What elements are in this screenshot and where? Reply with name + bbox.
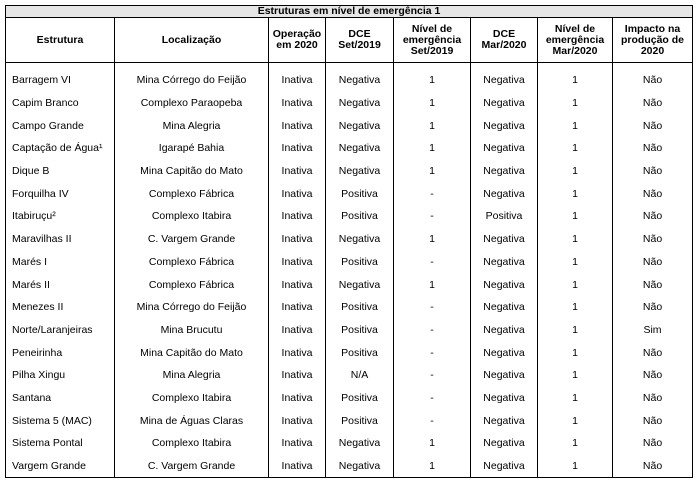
table-cell: Positiva (326, 296, 394, 319)
column-header: DCE Mar/2020 (471, 18, 538, 63)
table-cell: Inativa (269, 69, 326, 92)
table-cell: 1 (538, 296, 613, 319)
table-cell: Captação de Água¹ (6, 137, 115, 160)
table-cell: Mina de Águas Claras (115, 409, 269, 432)
table-cell: Complexo Itabira (115, 432, 269, 455)
table-cell: Inativa (269, 160, 326, 183)
table-cell: Não (613, 114, 693, 137)
table-cell: 1 (538, 364, 613, 387)
table-cell: - (394, 205, 471, 228)
table-cell: Positiva (471, 205, 538, 228)
table-cell: Sistema 5 (MAC) (6, 409, 115, 432)
table-cell: Negativa (326, 273, 394, 296)
table-row (6, 251, 693, 274)
table-cell: Inativa (269, 273, 326, 296)
column-header: Operação em 2020 (269, 18, 326, 63)
table-cell: Inativa (269, 341, 326, 364)
table-cell: Negativa (326, 455, 394, 478)
table-cell: 1 (538, 92, 613, 115)
table-row (6, 319, 693, 342)
table-cell: 1 (538, 114, 613, 137)
table-row (6, 273, 693, 296)
table-cell: Não (613, 455, 693, 478)
table-cell: Negativa (471, 228, 538, 251)
table-cell: Igarapé Bahia (115, 137, 269, 160)
table-cell: Marés I (6, 251, 115, 274)
table-cell: Complexo Fábrica (115, 273, 269, 296)
table-cell: Inativa (269, 205, 326, 228)
emergency-structures-table-container (5, 5, 692, 478)
table-cell: Inativa (269, 228, 326, 251)
table-cell: Campo Grande (6, 114, 115, 137)
table-cell: Complexo Itabira (115, 205, 269, 228)
table-cell: 1 (538, 205, 613, 228)
table-cell: Complexo Fábrica (115, 251, 269, 274)
table-cell: Complexo Itabira (115, 387, 269, 410)
table-row (6, 432, 693, 455)
table-row (6, 205, 693, 228)
column-header: Estrutura (6, 18, 115, 63)
table-cell: Negativa (471, 296, 538, 319)
table-cell: Negativa (471, 409, 538, 432)
column-header: Nível de emergência Set/2019 (394, 18, 471, 63)
table-row (6, 341, 693, 364)
table-cell: Negativa (471, 92, 538, 115)
table-cell: Vargem Grande (6, 455, 115, 478)
table-cell: Não (613, 205, 693, 228)
table-row (6, 182, 693, 205)
column-header: DCE Set/2019 (326, 18, 394, 63)
table-cell: 1 (538, 273, 613, 296)
table-cell: 1 (394, 69, 471, 92)
table-header-row (6, 18, 693, 63)
table-cell: Negativa (326, 137, 394, 160)
table-row (6, 364, 693, 387)
table-cell: Positiva (326, 205, 394, 228)
table-cell: Negativa (326, 228, 394, 251)
table-cell: Negativa (471, 364, 538, 387)
table-cell: 1 (394, 228, 471, 251)
table-cell: Inativa (269, 296, 326, 319)
table-cell: Não (613, 251, 693, 274)
table-cell: Complexo Paraopeba (115, 92, 269, 115)
table-cell: Mina Córrego do Feijão (115, 296, 269, 319)
table-cell: Peneirinha (6, 341, 115, 364)
table-row (6, 69, 693, 92)
table-cell: C. Vargem Grande (115, 228, 269, 251)
table-cell: Negativa (326, 92, 394, 115)
table-cell: Norte/Laranjeiras (6, 319, 115, 342)
table-cell: Negativa (471, 69, 538, 92)
table-cell: Negativa (471, 341, 538, 364)
table-cell: Mina Capitão do Mato (115, 341, 269, 364)
table-cell: Positiva (326, 409, 394, 432)
table-cell: 1 (394, 273, 471, 296)
table-cell: Inativa (269, 92, 326, 115)
table-cell: Capim Branco (6, 92, 115, 115)
table-cell: Não (613, 409, 693, 432)
table-cell: 1 (394, 160, 471, 183)
table-cell: Positiva (326, 182, 394, 205)
table-cell: Mina Alegria (115, 114, 269, 137)
table-cell: 1 (538, 228, 613, 251)
table-cell: Negativa (471, 432, 538, 455)
table-cell: 1 (538, 160, 613, 183)
table-cell: Dique B (6, 160, 115, 183)
table-cell: N/A (326, 364, 394, 387)
table-cell: Negativa (471, 319, 538, 342)
table-cell: 1 (538, 182, 613, 205)
column-header: Localização (115, 18, 269, 63)
table-cell: Inativa (269, 409, 326, 432)
table-cell: Inativa (269, 364, 326, 387)
table-row (6, 387, 693, 410)
table-row (6, 228, 693, 251)
table-cell: Santana (6, 387, 115, 410)
table-cell: Inativa (269, 251, 326, 274)
table-cell: - (394, 296, 471, 319)
table-cell: Não (613, 228, 693, 251)
table-row (6, 114, 693, 137)
table-cell: - (394, 409, 471, 432)
table-cell: Não (613, 69, 693, 92)
table-body (6, 63, 693, 478)
table-cell: 1 (538, 409, 613, 432)
table-cell: Negativa (471, 455, 538, 478)
table-cell: Negativa (326, 160, 394, 183)
emergency-structures-table (5, 5, 693, 478)
table-cell: Marés II (6, 273, 115, 296)
table-cell: Negativa (471, 160, 538, 183)
table-row (6, 296, 693, 319)
table-cell: Positiva (326, 319, 394, 342)
table-row (6, 137, 693, 160)
table-cell: Negativa (471, 387, 538, 410)
table-cell: Negativa (326, 432, 394, 455)
table-cell: Pilha Xingu (6, 364, 115, 387)
table-cell: 1 (394, 114, 471, 137)
table-cell: - (394, 182, 471, 205)
table-cell: Sim (613, 319, 693, 342)
table-cell: Mina Capitão do Mato (115, 160, 269, 183)
table-cell: 1 (538, 341, 613, 364)
table-cell: 1 (538, 387, 613, 410)
table-cell: Inativa (269, 387, 326, 410)
table-cell: Inativa (269, 319, 326, 342)
table-cell: 1 (538, 137, 613, 160)
table-cell: 1 (538, 251, 613, 274)
table-cell: Não (613, 364, 693, 387)
table-cell: Negativa (471, 114, 538, 137)
table-cell: Não (613, 387, 693, 410)
table-row (6, 160, 693, 183)
table-cell: Não (613, 182, 693, 205)
table-row (6, 455, 693, 478)
table-row (6, 92, 693, 115)
column-header: Impacto na produção de 2020 (613, 18, 693, 63)
table-cell: Positiva (326, 341, 394, 364)
table-cell: - (394, 364, 471, 387)
table-cell: Mina Brucutu (115, 319, 269, 342)
table-cell: 1 (538, 69, 613, 92)
table-cell: Maravilhas II (6, 228, 115, 251)
table-cell: Mina Alegria (115, 364, 269, 387)
table-cell: Forquilha IV (6, 182, 115, 205)
table-row (6, 409, 693, 432)
table-cell: Negativa (471, 251, 538, 274)
table-cell: - (394, 387, 471, 410)
table-cell: 1 (538, 319, 613, 342)
table-cell: Sistema Pontal (6, 432, 115, 455)
table-cell: Não (613, 432, 693, 455)
table-cell: Mina Córrego do Feijão (115, 69, 269, 92)
table-cell: - (394, 251, 471, 274)
table-cell: Positiva (326, 251, 394, 274)
table-cell: Barragem VI (6, 69, 115, 92)
table-cell: 1 (538, 432, 613, 455)
table-cell: Inativa (269, 114, 326, 137)
table-cell: Inativa (269, 455, 326, 478)
table-cell: 1 (394, 92, 471, 115)
table-cell: 1 (538, 455, 613, 478)
table-cell: Itabiruçu² (6, 205, 115, 228)
table-cell: Menezes II (6, 296, 115, 319)
table-cell: 1 (394, 432, 471, 455)
table-cell: - (394, 319, 471, 342)
table-cell: Não (613, 160, 693, 183)
table-cell: Inativa (269, 182, 326, 205)
table-cell: Não (613, 137, 693, 160)
table-cell: 1 (394, 137, 471, 160)
table-cell: Inativa (269, 432, 326, 455)
table-cell: Negativa (326, 114, 394, 137)
table-cell: Negativa (471, 137, 538, 160)
table-cell: Não (613, 92, 693, 115)
table-cell: Negativa (471, 182, 538, 205)
table-cell: Negativa (471, 273, 538, 296)
table-cell: Negativa (326, 69, 394, 92)
table-cell: Não (613, 273, 693, 296)
table-cell: 1 (394, 455, 471, 478)
table-cell: Não (613, 296, 693, 319)
column-header: Nível de emergência Mar/2020 (538, 18, 613, 63)
table-cell: Positiva (326, 387, 394, 410)
table-title: Estruturas em nível de emergência 1 (6, 6, 693, 18)
table-cell: Inativa (269, 137, 326, 160)
table-cell: Não (613, 341, 693, 364)
table-cell: - (394, 341, 471, 364)
table-cell: Complexo Fábrica (115, 182, 269, 205)
table-cell: C. Vargem Grande (115, 455, 269, 478)
